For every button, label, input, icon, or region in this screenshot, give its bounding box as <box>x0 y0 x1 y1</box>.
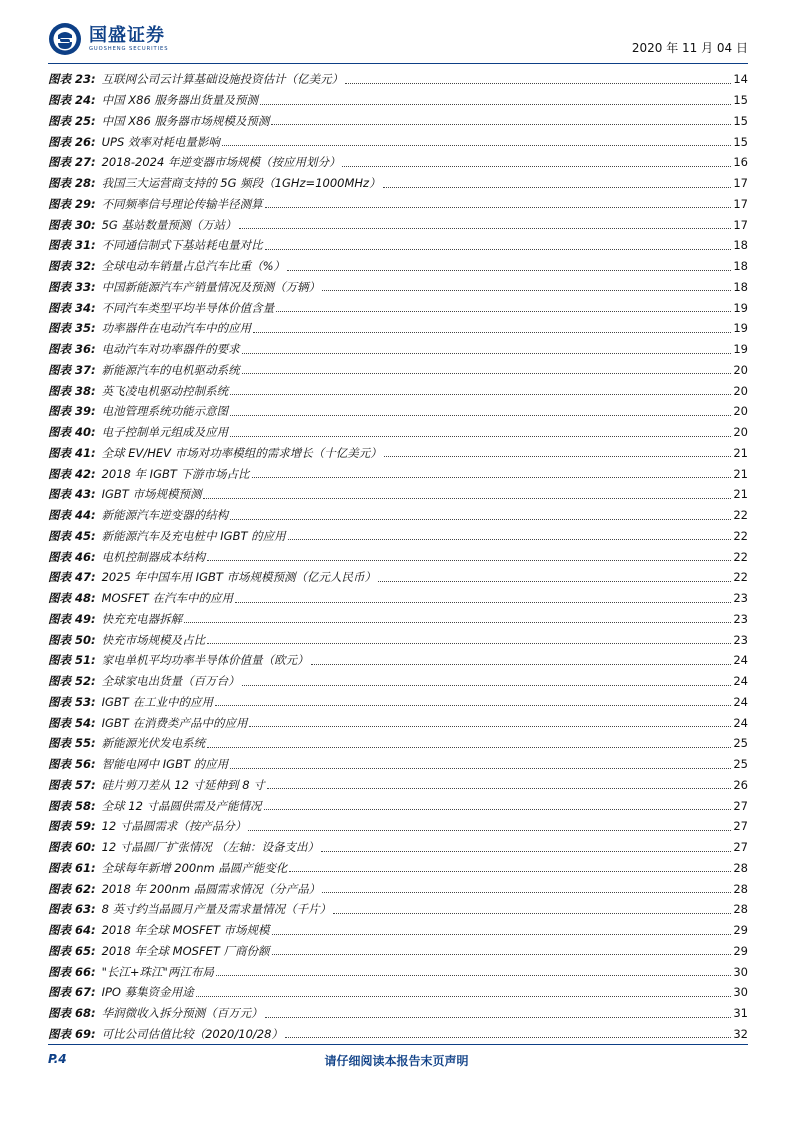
toc-entry-label: 图表 68: <box>48 1006 96 1021</box>
toc-entry[interactable] <box>48 526 748 547</box>
toc-entry-label: 图表 62: <box>48 881 96 896</box>
toc-entry-leader <box>265 1017 732 1018</box>
toc-entry-leader <box>333 913 731 914</box>
toc-entry-leader <box>242 685 732 686</box>
toc-entry-leader <box>285 1037 731 1038</box>
toc-entry-label: 图表 37: <box>48 362 96 377</box>
toc-entry-label: 图表 41: <box>48 445 96 460</box>
brand-name-cn: 国盛证券 <box>89 24 165 46</box>
toc-entry-title: IPO 募集资金用途 <box>101 985 194 1000</box>
toc-entry-leader <box>230 394 731 395</box>
toc-entry-title: 全球家电出货量（百万台） <box>101 674 240 689</box>
toc-entry-leader <box>203 498 731 499</box>
toc-entry-label: 图表 56: <box>48 757 96 772</box>
toc-entry[interactable] <box>48 111 748 132</box>
toc-entry-label: 图表 32: <box>48 259 96 274</box>
toc-entry-leader <box>215 705 731 706</box>
toc-entry-leader <box>230 519 731 520</box>
toc-entry-label: 图表 29: <box>48 196 96 211</box>
toc-entry-page: 22 <box>733 549 748 564</box>
toc-entry-page: 22 <box>733 570 748 585</box>
toc-entry-page: 27 <box>733 840 748 855</box>
toc-entry-label: 图表 25: <box>48 113 96 128</box>
report-date: 2020 年 11 月 04 日 <box>631 41 748 55</box>
toc-entry-leader <box>253 332 731 333</box>
toc-entry-page: 20 <box>733 362 748 377</box>
toc-entry-page: 31 <box>733 1006 748 1021</box>
toc-entry[interactable] <box>48 878 748 899</box>
toc-entry[interactable] <box>48 920 748 941</box>
toc-entry-title: UPS 效率对耗电量影响 <box>101 134 220 149</box>
toc-entry-label: 图表 58: <box>48 798 96 813</box>
toc-entry-label: 图表 36: <box>48 342 96 357</box>
toc-entry[interactable] <box>48 650 748 671</box>
toc-entry-title: 全球 12 寸晶圆供需及产能情况 <box>101 798 262 813</box>
toc-entry[interactable] <box>48 588 748 609</box>
toc-entry-title: 互联网公司云计算基础设施投资估计（亿美元） <box>101 72 344 87</box>
toc-entry-label: 图表 55: <box>48 736 96 751</box>
toc-entry[interactable] <box>48 194 748 215</box>
toc-entry[interactable] <box>48 152 748 173</box>
toc-entry-title: 12 寸晶圆厂扩张情况 （左轴：设备支出） <box>101 840 320 855</box>
toc-entry-page: 27 <box>733 819 748 834</box>
toc-entry[interactable] <box>48 816 748 837</box>
toc-entry-label: 图表 57: <box>48 777 96 792</box>
toc-entry[interactable] <box>48 899 748 920</box>
toc-entry-leader <box>287 270 731 271</box>
toc-entry-page: 24 <box>733 694 748 709</box>
toc-entry-leader <box>216 975 732 976</box>
toc-entry[interactable] <box>48 609 748 630</box>
toc-entry-label: 图表 23: <box>48 72 96 87</box>
toc-entry-page: 14 <box>733 72 748 87</box>
toc-entry-title: 家电单机平均功率半导体价值量（欧元） <box>101 653 309 668</box>
toc-entry-leader <box>242 353 732 354</box>
toc-entry-label: 图表 48: <box>48 591 96 606</box>
toc-entry-page: 23 <box>733 632 748 647</box>
toc-entry-title: 可比公司估值比较（2020/10/28） <box>101 1026 283 1041</box>
disclaimer-note: 请仔细阅读本报告末页声明 <box>324 1054 469 1068</box>
toc-entry-leader <box>311 664 732 665</box>
toc-entry-page: 28 <box>733 902 748 917</box>
toc-entry-page: 28 <box>733 881 748 896</box>
toc-entry[interactable] <box>48 69 748 90</box>
toc-entry-title: 电动汽车对功率器件的要求 <box>101 342 240 357</box>
toc-entry-page: 21 <box>733 445 748 460</box>
toc-entry-page: 18 <box>733 279 748 294</box>
toc-entry-title: IGBT 市场规模预测 <box>101 487 202 502</box>
header-divider <box>48 63 748 64</box>
toc-entry-label: 图表 47: <box>48 570 96 585</box>
toc-entry-page: 32 <box>733 1026 748 1041</box>
toc-entry[interactable] <box>48 484 748 505</box>
toc-entry-page: 29 <box>733 943 748 958</box>
toc-entry-leader <box>249 726 731 727</box>
toc-entry-title: 8 英寸约当晶圆月产量及需求量情况（千片） <box>101 902 332 917</box>
toc-entry-label: 图表 50: <box>48 632 96 647</box>
toc-entry-title: 智能电网中 IGBT 的应用 <box>101 757 229 772</box>
toc-entry-title: 电池管理系统功能示意图 <box>101 404 229 419</box>
page-number: P.4 <box>48 1052 67 1066</box>
toc-entry-leader <box>345 83 731 84</box>
toc-entry-title: 2018 年 200nm 晶圆需求情况（分产品） <box>101 881 321 896</box>
toc-entry-leader <box>322 892 731 893</box>
toc-entry-title: 中国新能源汽车产销量情况及预测（万辆） <box>101 279 321 294</box>
toc-entry-title: 新能源汽车及充电桩中 IGBT 的应用 <box>101 528 286 543</box>
toc-entry[interactable] <box>48 463 748 484</box>
brand-name-en: GUOSHENG SECURITIES <box>89 45 169 52</box>
toc-entry[interactable] <box>48 567 748 588</box>
toc-entry-leader <box>289 871 731 872</box>
toc-entry[interactable] <box>48 214 748 235</box>
toc-entry-page: 24 <box>733 653 748 668</box>
toc-entry-title: MOSFET 在汽车中的应用 <box>101 591 233 606</box>
toc-entry-leader <box>207 560 731 561</box>
toc-entry-leader <box>342 166 731 167</box>
figure-index-list <box>48 69 748 1044</box>
toc-entry[interactable] <box>48 775 748 796</box>
toc-entry[interactable] <box>48 733 748 754</box>
toc-entry[interactable] <box>48 401 748 422</box>
toc-entry-label: 图表 35: <box>48 321 96 336</box>
toc-entry[interactable] <box>48 754 748 775</box>
toc-entry[interactable] <box>48 941 748 962</box>
toc-entry-title: 不同频率信号理论传输半径测算 <box>101 196 263 211</box>
toc-entry-label: 图表 63: <box>48 902 96 917</box>
toc-entry-title: 不同通信制式下基站耗电量对比 <box>101 238 263 253</box>
toc-entry-leader <box>196 996 732 997</box>
toc-entry-title: 中国 X86 服务器市场规模及预测 <box>101 113 270 128</box>
toc-entry[interactable] <box>48 982 748 1003</box>
toc-entry[interactable] <box>48 297 748 318</box>
toc-entry-page: 21 <box>733 487 748 502</box>
toc-entry-label: 图表 64: <box>48 923 96 938</box>
toc-entry-page: 23 <box>733 591 748 606</box>
toc-entry-label: 图表 61: <box>48 860 96 875</box>
toc-entry[interactable] <box>48 360 748 381</box>
toc-entry-label: 图表 34: <box>48 300 96 315</box>
toc-entry-page: 22 <box>733 508 748 523</box>
toc-entry-page: 18 <box>733 259 748 274</box>
toc-entry[interactable] <box>48 712 748 733</box>
toc-entry-leader <box>252 477 732 478</box>
toc-entry[interactable] <box>48 422 748 443</box>
toc-entry-title: 我国三大运营商支持的 5G 频段（1GHz=1000MHz） <box>101 176 381 191</box>
toc-entry[interactable] <box>48 277 748 298</box>
toc-entry-title: "长江+珠江"两江布局 <box>101 964 214 979</box>
toc-entry-label: 图表 30: <box>48 217 96 232</box>
footer-divider <box>48 1044 748 1045</box>
toc-entry-leader <box>321 851 731 852</box>
toc-entry-title: 新能源光伏发电系统 <box>101 736 206 751</box>
toc-entry[interactable] <box>48 339 748 360</box>
toc-entry-leader <box>276 311 731 312</box>
toc-entry-label: 图表 45: <box>48 528 96 543</box>
toc-entry-page: 27 <box>733 798 748 813</box>
toc-entry-leader <box>248 830 731 831</box>
toc-entry-title: 5G 基站数量预测（万站） <box>101 217 237 232</box>
toc-entry-leader <box>207 747 731 748</box>
toc-entry-title: 全球电动车销量占总汽车比重（%） <box>101 259 286 274</box>
toc-entry-label: 图表 67: <box>48 985 96 1000</box>
toc-entry[interactable] <box>48 256 748 277</box>
toc-entry-label: 图表 40: <box>48 425 96 440</box>
toc-entry[interactable] <box>48 380 748 401</box>
toc-entry[interactable] <box>48 235 748 256</box>
toc-entry-label: 图表 39: <box>48 404 96 419</box>
toc-entry-label: 图表 27: <box>48 155 96 170</box>
toc-entry-page: 24 <box>733 715 748 730</box>
toc-entry-title: 全球每年新增 200nm 晶圆产能变化 <box>101 860 288 875</box>
toc-entry-leader <box>272 954 732 955</box>
toc-entry-page: 21 <box>733 466 748 481</box>
toc-entry-page: 17 <box>733 196 748 211</box>
toc-entry[interactable] <box>48 858 748 879</box>
toc-entry-label: 图表 60: <box>48 840 96 855</box>
toc-entry-page: 19 <box>733 342 748 357</box>
toc-entry-leader <box>322 290 731 291</box>
toc-entry-label: 图表 42: <box>48 466 96 481</box>
toc-entry-page: 18 <box>733 238 748 253</box>
toc-entry-title: 全球 EV/HEV 市场对功率模组的需求增长（十亿美元） <box>101 445 382 460</box>
toc-entry-title: 硅片剪刀差从 12 寸延伸到 8 寸 <box>101 777 265 792</box>
toc-entry-page: 20 <box>733 404 748 419</box>
toc-entry-label: 图表 49: <box>48 611 96 626</box>
toc-entry-page: 16 <box>733 155 748 170</box>
toc-entry-leader <box>207 643 731 644</box>
brand-logo <box>48 22 168 56</box>
toc-entry-leader <box>383 187 732 188</box>
toc-entry-page: 29 <box>733 923 748 938</box>
toc-entry-title: 快充充电器拆解 <box>101 611 183 626</box>
toc-entry[interactable] <box>48 505 748 526</box>
toc-entry-label: 图表 44: <box>48 508 96 523</box>
toc-entry-page: 17 <box>733 217 748 232</box>
toc-entry-title: 12 寸晶圆需求（按产品分） <box>101 819 247 834</box>
toc-entry-title: IGBT 在工业中的应用 <box>101 694 213 709</box>
toc-entry-title: 2018-2024 年逆变器市场规模（按应用划分） <box>101 155 341 170</box>
toc-entry-label: 图表 69: <box>48 1026 96 1041</box>
toc-entry-label: 图表 52: <box>48 674 96 689</box>
toc-entry-title: 2025 年中国车用 IGBT 市场规模预测（亿元人民币） <box>101 570 377 585</box>
toc-entry[interactable] <box>48 318 748 339</box>
toc-entry-label: 图表 59: <box>48 819 96 834</box>
toc-entry-title: 华润微收入拆分预测（百万元） <box>101 1006 263 1021</box>
toc-entry-leader <box>267 788 732 789</box>
toc-entry-title: 电子控制单元组成及应用 <box>101 425 229 440</box>
toc-entry[interactable] <box>48 961 748 982</box>
toc-entry-page: 30 <box>733 964 748 979</box>
toc-entry[interactable] <box>48 837 748 858</box>
toc-entry-label: 图表 33: <box>48 279 96 294</box>
toc-entry-label: 图表 31: <box>48 238 96 253</box>
toc-entry-label: 图表 28: <box>48 176 96 191</box>
toc-entry-title: 2018 年全球 MOSFET 市场规模 <box>101 923 270 938</box>
toc-entry-leader <box>271 124 731 125</box>
toc-entry-leader <box>235 602 731 603</box>
toc-entry-label: 图表 53: <box>48 694 96 709</box>
toc-entry[interactable] <box>48 131 748 152</box>
toc-entry-label: 图表 43: <box>48 487 96 502</box>
toc-entry-page: 20 <box>733 383 748 398</box>
toc-entry-title: 电机控制器成本结构 <box>101 549 206 564</box>
toc-entry-title: 中国 X86 服务器出货量及预测 <box>101 93 258 108</box>
toc-entry-page: 25 <box>733 736 748 751</box>
toc-entry-leader <box>230 436 731 437</box>
toc-entry-page: 15 <box>733 134 748 149</box>
toc-entry-title: 快充市场规模及占比 <box>101 632 206 647</box>
toc-entry-leader <box>265 249 732 250</box>
toc-entry-page: 17 <box>733 176 748 191</box>
toc-entry-page: 19 <box>733 300 748 315</box>
toc-entry[interactable] <box>48 173 748 194</box>
toc-entry-leader <box>230 415 731 416</box>
toc-entry-page: 24 <box>733 674 748 689</box>
toc-entry-page: 30 <box>733 985 748 1000</box>
toc-entry-label: 图表 24: <box>48 93 96 108</box>
toc-entry-label: 图表 65: <box>48 943 96 958</box>
toc-entry-leader <box>384 456 732 457</box>
toc-entry[interactable] <box>48 546 748 567</box>
toc-entry-leader <box>230 768 731 769</box>
toc-entry-label: 图表 46: <box>48 549 96 564</box>
toc-entry-leader <box>288 539 732 540</box>
toc-entry-title: 2018 年 IGBT 下游市场占比 <box>101 466 250 481</box>
toc-entry-page: 19 <box>733 321 748 336</box>
toc-entry-page: 20 <box>733 425 748 440</box>
toc-entry-label: 图表 26: <box>48 134 96 149</box>
toc-entry-leader <box>184 622 731 623</box>
toc-entry-label: 图表 66: <box>48 964 96 979</box>
guosheng-logo-icon <box>48 22 82 56</box>
toc-entry-page: 28 <box>733 860 748 875</box>
toc-entry-leader <box>242 373 732 374</box>
toc-entry[interactable] <box>48 1003 748 1024</box>
toc-entry-leader <box>239 228 732 229</box>
toc-entry-label: 图表 38: <box>48 383 96 398</box>
toc-entry[interactable] <box>48 692 748 713</box>
toc-entry[interactable] <box>48 90 748 111</box>
toc-entry[interactable] <box>48 443 748 464</box>
toc-entry-leader <box>265 207 732 208</box>
toc-entry-title: 2018 年全球 MOSFET 厂商份额 <box>101 943 270 958</box>
toc-entry-label: 图表 54: <box>48 715 96 730</box>
toc-entry-title: 功率器件在电动汽车中的应用 <box>101 321 252 336</box>
toc-entry-page: 23 <box>733 611 748 626</box>
toc-entry-page: 15 <box>733 113 748 128</box>
toc-entry-page: 25 <box>733 757 748 772</box>
toc-entry-page: 22 <box>733 528 748 543</box>
toc-entry[interactable] <box>48 1024 748 1045</box>
toc-entry-leader <box>264 809 732 810</box>
toc-entry-page: 26 <box>733 777 748 792</box>
toc-entry-title: 英飞凌电机驱动控制系统 <box>101 383 229 398</box>
toc-entry-leader <box>222 145 731 146</box>
toc-entry-leader <box>260 104 731 105</box>
toc-entry-label: 图表 51: <box>48 653 96 668</box>
toc-entry[interactable] <box>48 629 748 650</box>
toc-entry-title: IGBT 在消费类产品中的应用 <box>101 715 248 730</box>
toc-entry-title: 不同汽车类型平均半导体价值含量 <box>101 300 275 315</box>
toc-entry-page: 15 <box>733 93 748 108</box>
toc-entry-leader <box>378 581 731 582</box>
page-header <box>48 22 748 62</box>
toc-entry[interactable] <box>48 795 748 816</box>
toc-entry-leader <box>272 934 732 935</box>
toc-entry-title: 新能源汽车逆变器的结构 <box>101 508 229 523</box>
toc-entry-title: 新能源汽车的电机驱动系统 <box>101 362 240 377</box>
toc-entry[interactable] <box>48 671 748 692</box>
